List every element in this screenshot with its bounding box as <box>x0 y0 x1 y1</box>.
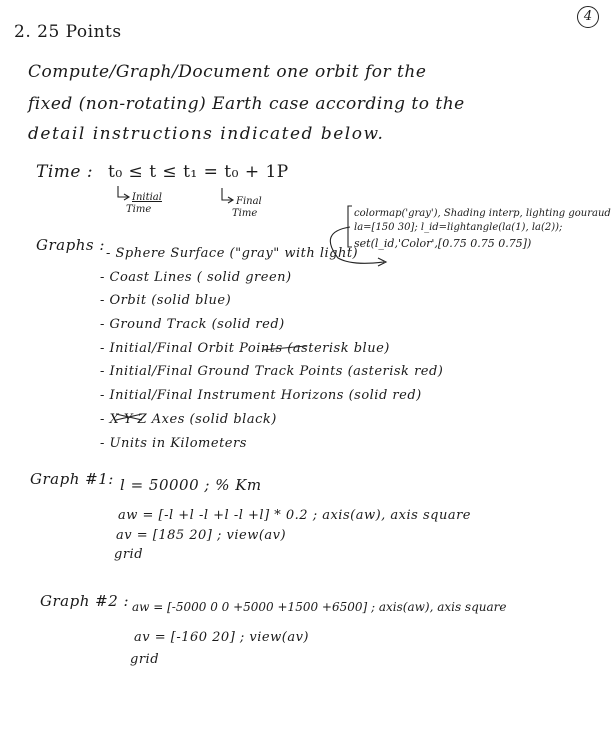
initial-time-note-2: Time <box>126 204 152 215</box>
graphs-item: - Orbit (solid blue) <box>100 293 232 308</box>
graphs-item: - X Y Z Axes (solid black) <box>100 412 277 427</box>
graph1-label: Graph #1: <box>30 470 114 488</box>
initial-time-note: Initial <box>132 192 162 203</box>
intro-line-1: Compute/Graph/Document one orbit for the <box>28 62 427 82</box>
graph2-label: Graph #2 : <box>40 592 130 610</box>
final-time-note-2: Time <box>232 208 258 219</box>
graph1-line-3: av = [185 20] ; view(av) <box>116 528 287 543</box>
graphs-item: - Units in Kilometers <box>100 436 247 451</box>
problem-heading: 2. 25 Points <box>14 22 122 42</box>
graph2-line-2: av = [-160 20] ; view(av) <box>134 630 309 645</box>
graph2-line-3: grid <box>130 652 160 667</box>
graphs-item: - Initial/Final Orbit Points (asterisk blue) <box>100 341 390 356</box>
graph2-line-1: aw = [-5000 0 0 +5000 +1500 +6500] ; axis(aw), axis square <box>132 600 507 614</box>
graphs-item: - Ground Track (solid red) <box>100 317 285 332</box>
page-number: 4 <box>577 6 599 28</box>
final-time-note: Final <box>236 196 262 207</box>
time-equation: t₀ ≤ t ≤ t₁ = t₀ + 1P <box>108 162 289 182</box>
strikethrough <box>262 346 306 350</box>
matlab-note-line-3: set(l_id,'Color',[0.75 0.75 0.75]) <box>354 237 532 250</box>
graphs-item: - Sphere Surface ("gray" with light) <box>106 246 359 261</box>
graphs-label: Graphs : <box>36 236 105 254</box>
axes-scribble <box>116 414 142 420</box>
note-arrow <box>330 227 384 263</box>
graphs-item: - Coast Lines ( solid green) <box>100 270 292 285</box>
matlab-note-line-1: colormap('gray'), Shading interp, lighting gouraud <box>354 208 611 219</box>
graph1-line-1: l = 50000 ; % Km <box>120 476 262 494</box>
intro-line-3: detail instructions indicated below. <box>28 124 385 144</box>
note-bracket <box>348 206 352 247</box>
graph1-line-2: aw = [-l +l -l +l -l +l] * 0.2 ; axis(aw), axis square <box>118 508 471 523</box>
graph1-line-4: grid <box>114 547 144 562</box>
intro-line-2: fixed (non-rotating) Earth case according to the <box>28 94 465 114</box>
graphs-item: - Initial/Final Ground Track Points (asterisk red) <box>100 364 444 379</box>
time-label: Time : <box>36 162 94 182</box>
matlab-note-line-2: la=[150 30]; l_id=lightangle(la(1), la(2)); <box>354 222 563 233</box>
graphs-item: - Initial/Final Instrument Horizons (solid red) <box>100 388 422 403</box>
